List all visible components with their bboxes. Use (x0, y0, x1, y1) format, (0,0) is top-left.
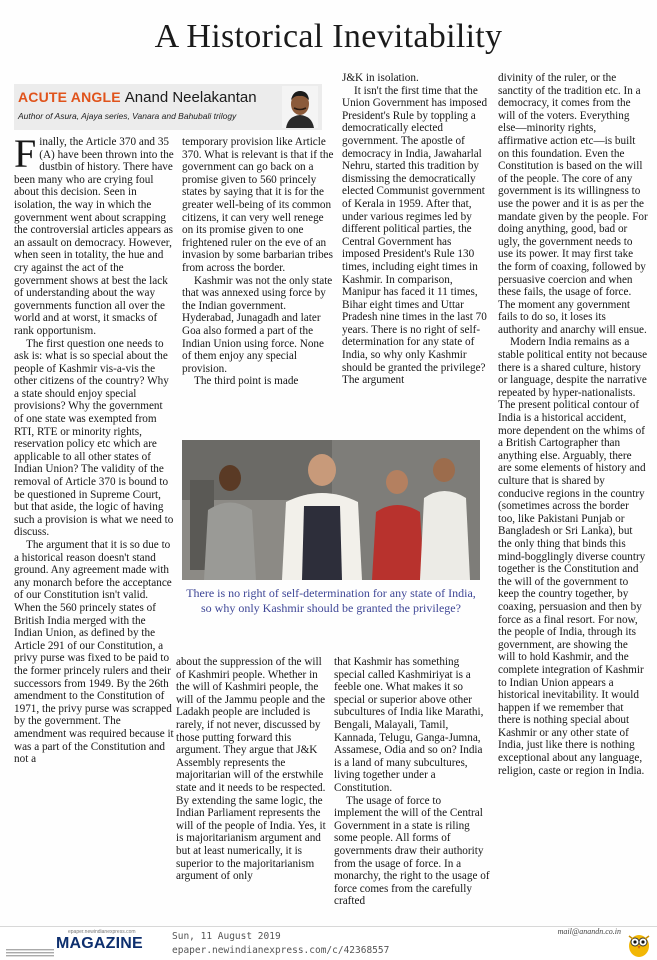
article-headline: A Historical Inevitability (154, 18, 503, 55)
logo-stripes-icon (6, 949, 54, 959)
author-name: Anand Neelakantan (124, 89, 257, 106)
column-2-top (182, 136, 334, 436)
news-photo (182, 440, 480, 580)
column-2-bottom (176, 656, 328, 926)
paragraph-text: inally, the Article 370 and 35 (A) have been thrown into the dustbin of history. There have been many who are crying foul about this decision. Seen in isolation, the way in which the government went about scrapping the controversial articles appears as an assault on democracy. However, when seen in totality, the hue and cry against the act of the government shows at best the lack of understanding about the way governments function all over the world and at worst, it smacks of rank opportunism. (14, 136, 174, 337)
edition-date: Sun, 11 August 2019 (172, 931, 281, 942)
paragraph: that Kashmir has something special called Kashmiriyat is a feeble one. What makes it so special or superior above other subcultures of India like Marathi, Bengali, Malayali, Tamil, Kannada, Telugu, Ganga-Jumna, Assamese, Odia and so on? India is a land of many subcultures, living together under a Constitution. (334, 656, 484, 794)
epaper-url[interactable]: epaper.newindianexpress.com/c/42368557 (172, 945, 390, 956)
column-3-bottom (334, 656, 490, 926)
paragraph: The argument that it is so due to a historical reason doesn't stand ground. Any agreement made with any monarch before the acceptance of our Constitution isn't valid. When the 560 princely states of British India merged with the Indian Union, as defined by the Article 291 of our Constitution, a privy purse was fixed to be paid to the former princely rulers and their successors from 1949. By the 26th amendment to the Constitution of 1971, the privy purse was scrapped by the government. The amendment was required because it was a part of the Constitution and not a (14, 539, 174, 766)
paragraph: Kashmir was not the only state that was annexed using force by the Indian government. Hyderabad, Junagadh and later Goa also formed a part of the Indian Union using force. None of them enjoy any special provision. (182, 274, 333, 375)
owl-icon (627, 930, 651, 958)
pull-quote: There is no right of self-determination for any state of India, so why only Kashmir should be granted the privilege? (186, 586, 476, 615)
magazine-logo (6, 929, 143, 959)
column-3-top (342, 72, 490, 438)
logo-text: MAGAZINE (56, 935, 143, 952)
author-portrait (282, 86, 318, 128)
logo-caption: epaper.newindianexpress.com (68, 929, 136, 935)
paragraph: divinity of the ruler, or the sanctity of the tradition etc. In a democracy, it comes from the will of the voters. Everything else—minority rights, affirmative action etc—is built on this foundation. Even the Constitution is based on the will of the people. The core of any government is its willingness to use the power and it is as per the mandate given by the people. For doing anything, good, bad or ugly, the government needs to use its power. It may first take the form of coaxing, followed by persuasive coercion and when these fails, the usage of force. The moment any government fails to do so, it loses its authority and anarchy will ensue. (498, 72, 648, 336)
paragraph: temporary provision like Article 370. What is relevant is that if the government can go back on a promise given to 560 princely states by saying that it is for the greater well-being of its common citizens, it can very well renege on its promise given to one frightened ruler on the eve of an invasion by some barbarian tribes from across the border. (182, 136, 334, 274)
paragraph: Modern India remains as a stable political entity not because there is a shared culture, history or language, despite the narrative repeated by hyper-nationalists. The present political contour of India is a historical accident, more dependent on the whims of a British Cartographer than anything else. Arguably, there are some elements of history and culture that is shared by conducive regions in the country (sometimes across the border too, like Pakistani Punjab or Bangladesh or Sri Lanka), but the only thing that binds this mind-bogglingly diverse country together is the Constitution and the will of the government to keep the country together, by coaxing, persuasion and then by force as a final resort. For now, the people of India, through its government, are showing the will to hold Kashmir, and the complete integration of Kashmir to Indian Union appears a historical inevitability. It would happen if we remember that there is nothing special about Kashmir or any other state of India, just like there is nothing exceptional about any language, religion, caste or region in India. (498, 336, 648, 777)
drop-cap: F (14, 131, 37, 176)
author-note: Author of Asura, Ajaya series, Vanara and Bahubali trilogy (18, 111, 237, 121)
byline-heading (18, 89, 257, 106)
paragraph: J&K in isolation. (342, 72, 419, 84)
paragraph: The first question one needs to ask is: what is so special about the people of Kashmir vis-a-vis the other citizens of the country? Why a state should enjoy special provisions? Why the government of one state was exempted from RTI, RTE or minority rights, reservation policy etc which are applicable to all other states of Indian Union? The validity of the removal of Article 370 is bound to be questioned in Supreme Court, but that aside, the logic of having such a provision is what we need to discuss. (14, 337, 174, 539)
byline-box (14, 84, 322, 130)
author-email: mail@anandn.co.in (557, 927, 621, 936)
column-1 (14, 131, 174, 926)
paragraph (14, 131, 174, 338)
footer-bar (0, 926, 657, 960)
paragraph: The usage of force to implement the will of the Central Government in a state is riling some people. All forms of governments draw their authority from the usage of force. In a monarchy, the right to the usage of force comes from the carefully crafted (334, 794, 490, 908)
paragraph: about the suppression of the will of Kashmiri people. Whether in the will of Kashmiri people, the will of the Jammu people and the Ladakh people are included is rarely, if not never, discussed by those putting forward this argument. They argue that J&K Assembly represents the majoritarian will of the erstwhile state and it needs to be respected. By extending the same logic, the Indian Parliament represents the will of the people of India. Yes, it is majoritarianism argument and but at least numerically, it is superior to the majoritarianism argument of only (176, 656, 326, 883)
section-label: ACUTE ANGLE (18, 89, 121, 105)
paragraph: The third point is made (194, 375, 299, 388)
column-4 (498, 72, 648, 926)
paragraph: It isn't the first time that the Union Government has imposed President's Rule by toppling a democratically elected government. The apostle of democracy in India, Jawaharlal Nehru, started this tradition by dismissing the democratically elected Communist government of Kerala in 1959. After that, under various regimes led by different political parties, the Central Government has imposed President's Rule 130 times, including eight times in Kashmir. In comparison, Manipur has faced it 11 times, Bihar eight times and Uttar Pradesh nine times in the last 70 years. There is no right of self-determination for any state of India, so why only Kashmir should be granted the privilege? The argument (342, 84, 488, 387)
